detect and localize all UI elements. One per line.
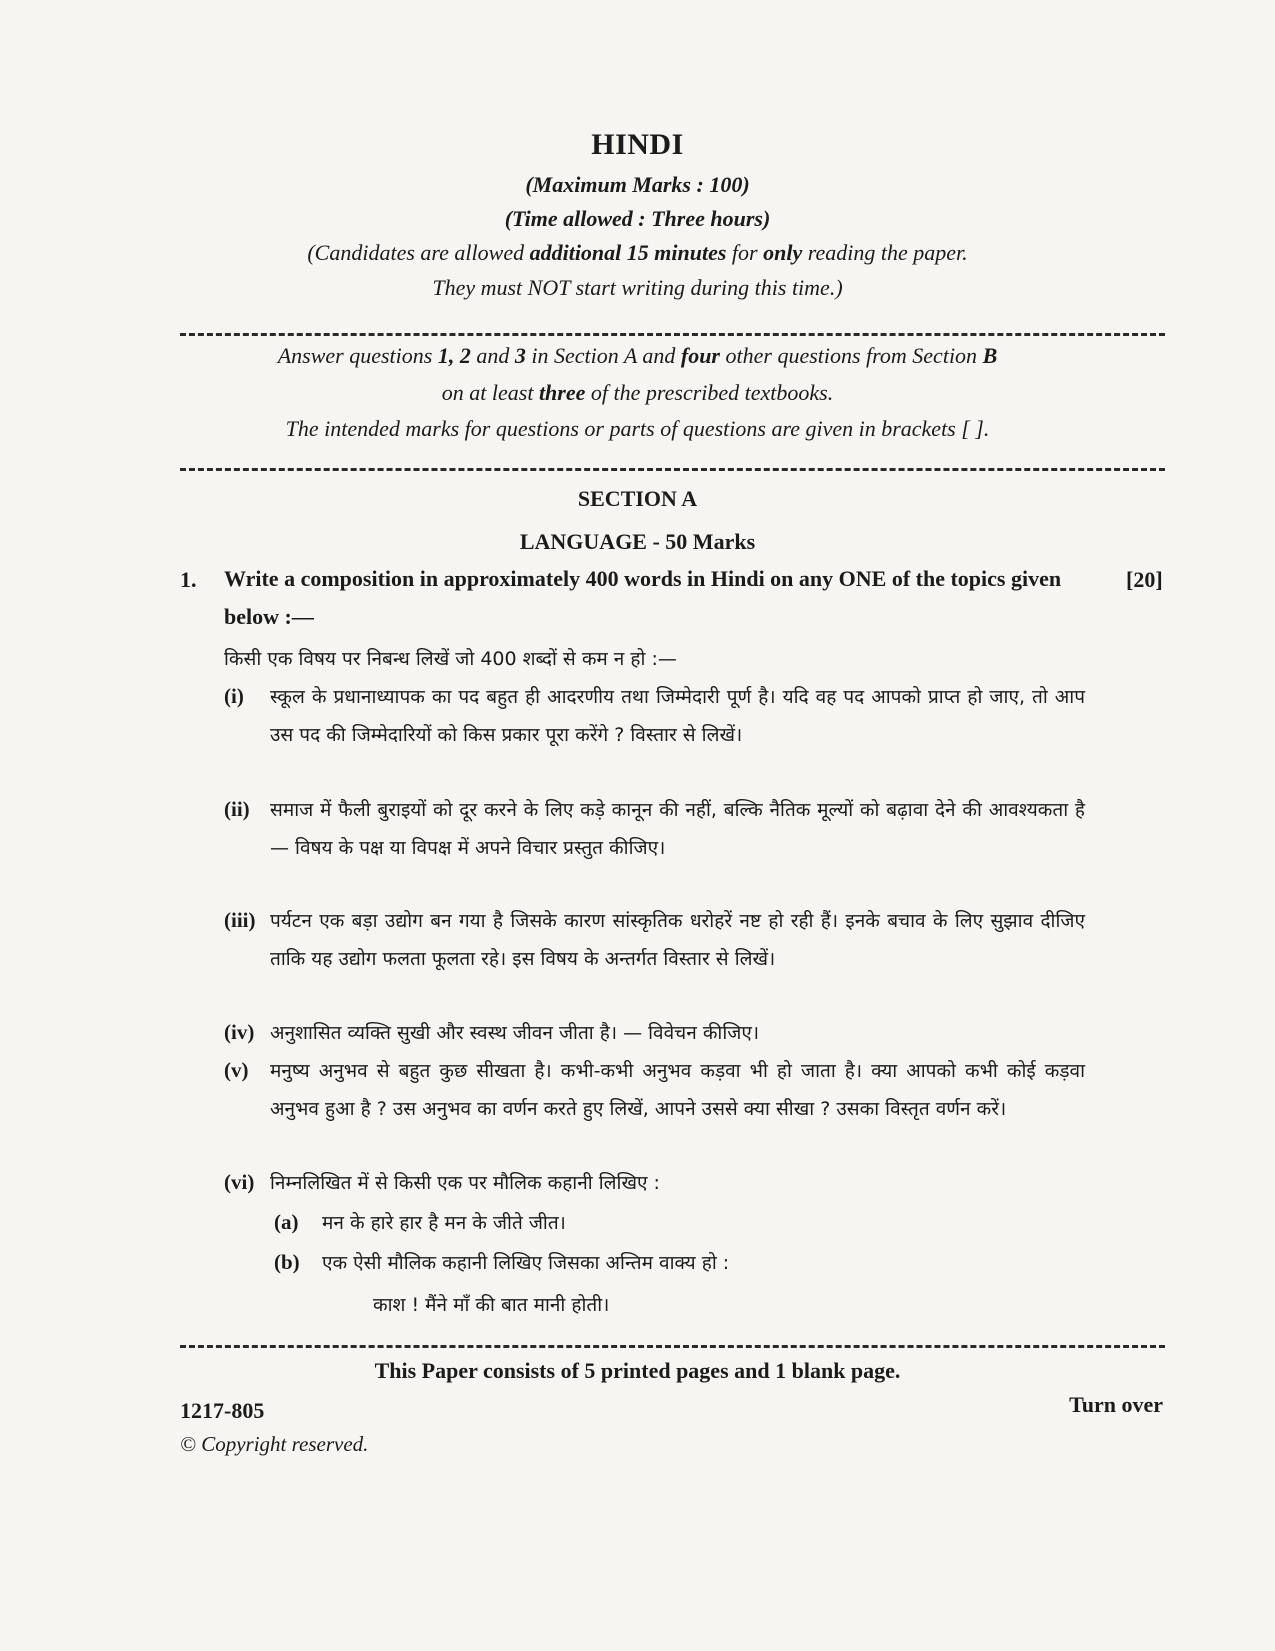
maximum-marks: (Maximum Marks : 100) bbox=[525, 172, 750, 197]
instr-1g: other questions from Section bbox=[720, 343, 983, 368]
option-label-vi: (vi) bbox=[224, 1170, 255, 1194]
option-text-i: स्कूल के प्रधानाध्यापक का पद बहुत ही आदरणीय तथा जिम्मेदारी पूर्ण है। यदि वह पद आपको प्राप्त हो जाए, तो आप उस पद की जिम्मेदारियों को किस प्रकार पूरा करेंगे ? विस्तार से लिखें। bbox=[270, 686, 1085, 746]
instr-1b: 1, 2 bbox=[437, 343, 471, 368]
sub-option-label-b: (b) bbox=[274, 1250, 300, 1274]
dashed-divider-bottom bbox=[180, 1345, 1165, 1348]
option-label-v: (v) bbox=[224, 1058, 249, 1082]
section-subtitle: LANGUAGE - 50 Marks bbox=[519, 529, 756, 554]
sub-option-text-b: एक ऐसी मौलिक कहानी लिखिए जिसका अन्तिम वाक्य हो : bbox=[322, 1252, 730, 1274]
instr-2b: three bbox=[538, 380, 586, 405]
instr-1f: four bbox=[680, 343, 720, 368]
option-label-i: (i) bbox=[224, 684, 244, 708]
reading-note-line-1 bbox=[0, 240, 1275, 266]
turn-over: Turn over bbox=[1069, 1392, 1163, 1417]
dashed-divider-top bbox=[180, 333, 1165, 336]
paper-title: HINDI bbox=[591, 128, 684, 161]
section-heading: SECTION A bbox=[577, 486, 698, 511]
option-text-iii: पर्यटन एक बड़ा उद्योग बन गया है जिसके कारण सांस्कृतिक धरोहरें नष्ट हो रही हैं। इनके बचाव के लिए सुझाव दीजिए ताकि यह उद्योग फलता फूलता रहे। इस विषय के अन्तर्गत विस्तार से लिखें। bbox=[270, 910, 1085, 970]
option-label-iv: (iv) bbox=[224, 1020, 255, 1044]
question-number: 1. bbox=[180, 567, 197, 592]
question-marks: [20] bbox=[1126, 567, 1163, 592]
option-label-ii: (ii) bbox=[224, 797, 250, 821]
copyright-note: © Copyright reserved. bbox=[180, 1432, 369, 1456]
option-text-vi: निम्नलिखित में से किसी एक पर मौलिक कहानी लिखिए : bbox=[270, 1172, 660, 1194]
instruction-line-3: The intended marks for questions or parts of questions are given in brackets [ ]. bbox=[285, 416, 990, 441]
reading-note-1c: for bbox=[726, 240, 764, 265]
reading-note-1e: reading the paper. bbox=[802, 240, 968, 265]
instruction-line-1 bbox=[0, 343, 1275, 369]
question-intro-hindi: किसी एक विषय पर निबन्ध लिखें जो 400 शब्दों से कम न हो :— bbox=[224, 648, 677, 670]
dashed-divider-middle bbox=[180, 468, 1165, 471]
final-sentence: काश ! मैंने माँ की बात मानी होती। bbox=[373, 1294, 610, 1316]
time-allowed: (Time allowed : Three hours) bbox=[504, 206, 771, 231]
option-text-ii: समाज में फैली बुराइयों को दूर करने के लिए कड़े कानून की नहीं, बल्कि नैतिक मूल्यों को बढ़ावा देने की आवश्यकता है — विषय के पक्ष या विपक्ष में अपने विचार प्रस्तुत कीजिए। bbox=[270, 799, 1085, 859]
option-text-iv: अनुशासित व्यक्ति सुखी और स्वस्थ जीवन जीता है। — विवेचन कीजिए। bbox=[270, 1022, 760, 1044]
instruction-line-2 bbox=[0, 380, 1275, 406]
option-label-iii: (iii) bbox=[224, 908, 256, 932]
reading-note-1d: only bbox=[763, 240, 803, 265]
pages-note: This Paper consists of 5 printed pages and 1 blank page. bbox=[374, 1358, 901, 1383]
sub-option-text-a: मन के हारे हार है मन के जीते जीत। bbox=[322, 1212, 566, 1234]
instr-1d: 3 bbox=[514, 343, 526, 368]
reading-note-1a: (Candidates are allowed bbox=[307, 240, 530, 265]
instr-2c: of the prescribed textbooks. bbox=[585, 380, 834, 405]
instr-1h: B bbox=[982, 343, 998, 368]
paper-code: 1217-805 bbox=[180, 1398, 265, 1423]
instr-1a: Answer questions bbox=[277, 343, 438, 368]
reading-note-1b: additional 15 minutes bbox=[529, 240, 727, 265]
reading-note-line-2: They must NOT start writing during this time.) bbox=[432, 275, 843, 300]
instr-2a: on at least bbox=[441, 380, 539, 405]
question-text: Write a composition in approximately 400 words in Hindi on any ONE of the topics given below :— bbox=[224, 566, 1062, 629]
instr-1c: and bbox=[470, 343, 515, 368]
sub-option-label-a: (a) bbox=[274, 1210, 299, 1234]
option-text-v: मनुष्य अनुभव से बहुत कुछ सीखता है। कभी-कभी अनुभव कड़वा भी हो जाता है। क्या आपको कभी कोई कड़वा अनुभव हुआ है ? उस अनुभव का वर्णन करते हुए लिखें, आपने उससे क्या सीखा ? उसका विस्तृत वर्णन करें। bbox=[270, 1060, 1085, 1120]
instr-1e: in Section A and bbox=[525, 343, 681, 368]
